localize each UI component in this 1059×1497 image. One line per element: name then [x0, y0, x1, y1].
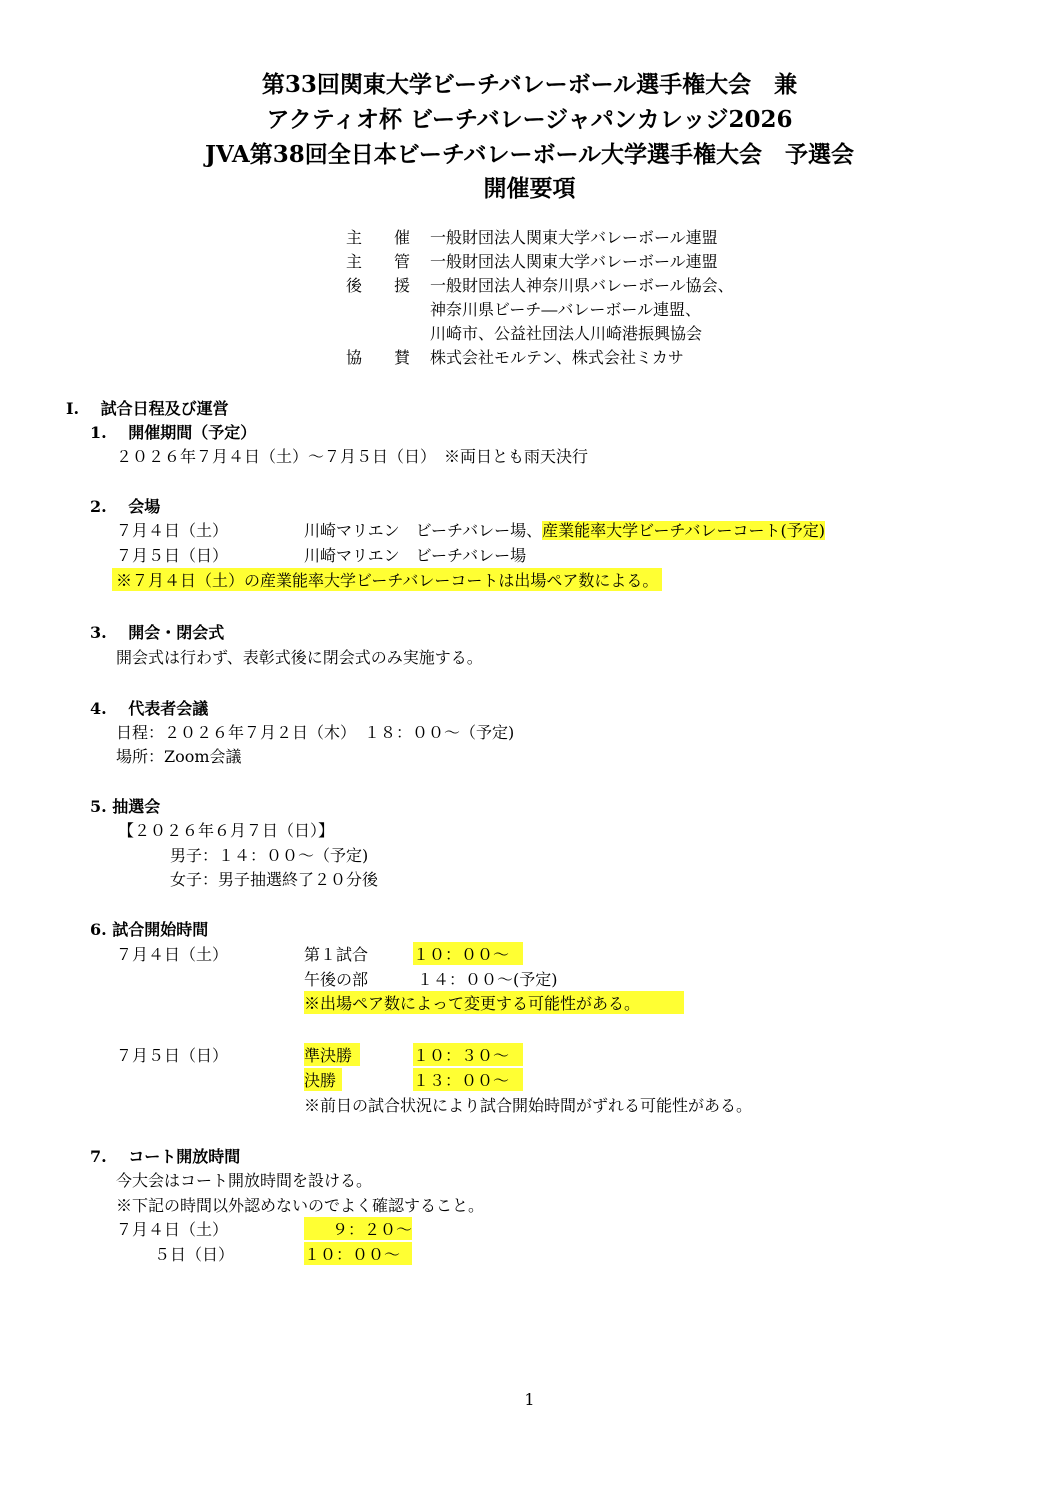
manage-label: 主 管 [346, 252, 411, 271]
meeting-schedule: 日程：２０２６年７月２日（木） １８：００～（予定) [116, 723, 515, 742]
venue-day1-date: ７月４日（土） [116, 521, 229, 540]
section-6-heading: 6. 試合開始時間 [90, 920, 209, 939]
venue-note: ※７月４日（土）の産業能率大学ビーチバレーコートは出場ペア数による。 [112, 568, 662, 591]
match-day2-date: ７月５日（日） [116, 1046, 229, 1065]
section-5-heading: 5. 抽選会 [90, 797, 161, 816]
section-3-body: 開会式は行わず、表彰式後に閉会式のみ実施する。 [116, 648, 483, 667]
support-line-1: 一般財団法人神奈川県バレーボール協会、 [430, 276, 734, 295]
court-open-line-1: 今大会はコート開放時間を設ける。 [116, 1171, 373, 1190]
title-line-3: JVA第38回全日本ビーチバレーボール大学選手権大会 予選会 [204, 141, 855, 168]
host-label: 主 催 [346, 228, 411, 247]
title-line-4: 開催要項 [483, 175, 576, 202]
meeting-place: 場所：Zoom会議 [116, 747, 242, 766]
semifinal-label: 準決勝 [304, 1043, 360, 1066]
afternoon-label: 午後の部 [304, 970, 369, 989]
support-line-2: 神奈川県ビーチ―バレーボール連盟、 [430, 300, 702, 319]
first-match-label: 第１試合 [304, 945, 369, 964]
sponsor-label: 協 賛 [346, 348, 411, 367]
venue-day1-highlight: 産業能率大学ビーチバレーコート(予定) [542, 521, 825, 540]
section-2-heading: 2. 会場 [90, 497, 161, 516]
lottery-men: 男子：１４：００～（予定) [170, 846, 369, 865]
semifinal-time: １０：３０～ [413, 1043, 523, 1066]
court-open-line-2: ※下記の時間以外認めないのでよく確認すること。 [116, 1196, 485, 1215]
afternoon-time: １４：００～(予定) [417, 970, 558, 989]
court-day1-date: ７月４日（土） [116, 1220, 229, 1239]
final-label: 決勝 [304, 1068, 342, 1091]
court-day2-time: １０：００～ [304, 1242, 412, 1265]
section-1-heading: 1. 開催期間（予定） [90, 423, 257, 442]
venue-day2-date: ７月５日（日） [116, 546, 229, 565]
match-day1-note: ※出場ペア数によって変更する可能性がある。 [304, 991, 684, 1014]
support-label: 後 援 [346, 276, 411, 295]
match-day1-date: ７月４日（土） [116, 945, 229, 964]
title-line-2: アクティオ杯 ビーチバレージャパンカレッジ2026 [266, 106, 793, 133]
section-i-heading: I. 試合日程及び運営 [66, 399, 229, 418]
section-3-heading: 3. 開会・閉会式 [90, 623, 225, 642]
venue-day2: 川崎マリエン ビーチバレー場 [304, 546, 527, 565]
sponsor-value: 株式会社モルテン、株式会社ミカサ [430, 348, 684, 367]
final-time: １３：００～ [413, 1068, 523, 1091]
court-day2-date: ５日（日） [154, 1245, 235, 1264]
title-line-1: 第33回関東大学ビーチバレーボール選手権大会 兼 [261, 71, 798, 98]
support-line-3: 川崎市、公益社団法人川崎港振興協会 [430, 324, 703, 343]
court-day1-time: ９：２０～ [304, 1217, 412, 1240]
manage-value: 一般財団法人関東大学バレーボール連盟 [430, 252, 718, 271]
match-day2-note: ※前日の試合状況により試合開始時間がずれる可能性がある。 [304, 1096, 753, 1115]
section-1-body: ２０２６年７月４日（土）～７月５日（日） ※両日とも雨天決行 [116, 447, 589, 466]
section-7-heading: 7. コート開放時間 [90, 1147, 241, 1166]
venue-day1 [304, 518, 825, 541]
venue-day1-main: 川崎マリエン ビーチバレー場、 [304, 521, 543, 540]
section-4-heading: 4. 代表者会議 [90, 699, 209, 718]
page-number: 1 [524, 1390, 535, 1409]
lottery-women: 女子：男子抽選終了２０分後 [170, 870, 379, 889]
first-match-time: １０：００～ [413, 942, 523, 965]
lottery-date: 【２０２６年６月７日（日）】 [118, 821, 335, 840]
host-value: 一般財団法人関東大学バレーボール連盟 [430, 228, 718, 247]
